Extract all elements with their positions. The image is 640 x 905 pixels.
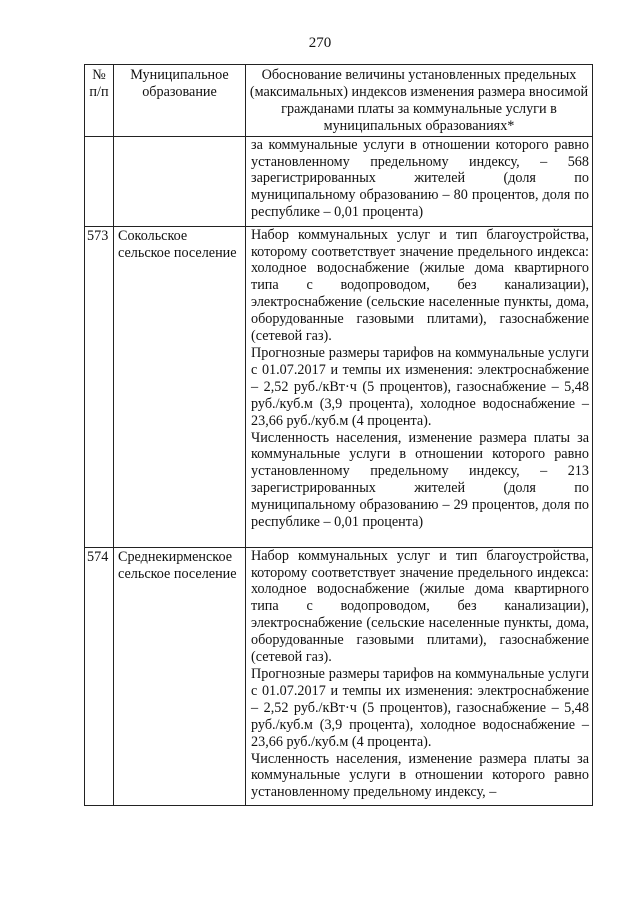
- tariff-index-table: [84, 64, 593, 806]
- table-header-row: [85, 65, 593, 137]
- table-row: [85, 226, 593, 547]
- cell-justification: [246, 226, 593, 547]
- cell-number: 573: [85, 226, 114, 547]
- header-municipality: Муниципальное образование: [114, 65, 246, 137]
- paragraph-population: за коммунальные услуги в отношении которого равно установленному предельному индексу, – 568 зарегистрированных жителей (доля по муниципальному образованию – 80 процентов, доля по республике – 0,01 процента): [251, 136, 589, 221]
- paragraph-services: Набор коммунальных услуг и тип благоустройства, которому соответствует значение предельного индекса: холодное водоснабжение (жилые дома квартирного типа с водопроводом, без канализации), электроснабжение (сельские населенные пункты, дома, оборудованные газовыми плитами), газоснабжение (сетевой газ).: [251, 226, 589, 345]
- table-row: [85, 547, 593, 805]
- header-justification: Обоснование величины установленных предельных (максимальных) индексов изменения размера вносимой гражданами платы за коммунальные услуги в муниципальных образованиях*: [246, 65, 593, 137]
- paragraph-population: Численность населения, изменение размера платы за коммунальные услуги в отношении которого равно установленному предельному индексу, –: [251, 750, 589, 801]
- cell-municipality-empty: [114, 136, 246, 226]
- header-number: № п/п: [85, 65, 114, 137]
- table-row-continuation: [85, 136, 593, 226]
- cell-number: 574: [85, 547, 114, 805]
- cell-municipality: Среднекирменское сельское поселение: [114, 547, 246, 805]
- cell-justification: [246, 136, 593, 226]
- paragraph-tariffs: Прогнозные размеры тарифов на коммунальные услуги с 01.07.2017 и темпы их изменения: электроснабжение – 2,52 руб./кВт·ч (5 процентов), газоснабжение – 5,48 руб./куб.м (3,9 процента), холодное водоснабжение – 23,66 руб./куб.м (4 процента).: [251, 344, 589, 429]
- cell-number-empty: [85, 136, 114, 226]
- paragraph-services: Набор коммунальных услуг и тип благоустройства, которому соответствует значение предельного индекса: холодное водоснабжение (жилые дома квартирного типа с водопроводом, без канализации), электроснабжение (сельские населенные пункты, дома, оборудованные газовыми плитами), газоснабжение (сетевой газ).: [251, 547, 589, 666]
- page-number: 270: [308, 35, 332, 51]
- paragraph-population: Численность населения, изменение размера платы за коммунальные услуги в отношении которого равно установленному предельному индексу, – 213 зарегистрированных жителей (доля по муниципальному образованию – 29 процентов, доля по республике – 0,01 процента): [251, 429, 589, 531]
- paragraph-tariffs: Прогнозные размеры тарифов на коммунальные услуги с 01.07.2017 и темпы их изменения: электроснабжение – 2,52 руб./кВт·ч (5 процентов), газоснабжение – 5,48 руб./куб.м (3,9 процента), холодное водоснабжение – 23,66 руб./куб.м (4 процента).: [251, 665, 589, 750]
- cell-justification: [246, 547, 593, 805]
- cell-municipality: Сокольское сельское поселение: [114, 226, 246, 547]
